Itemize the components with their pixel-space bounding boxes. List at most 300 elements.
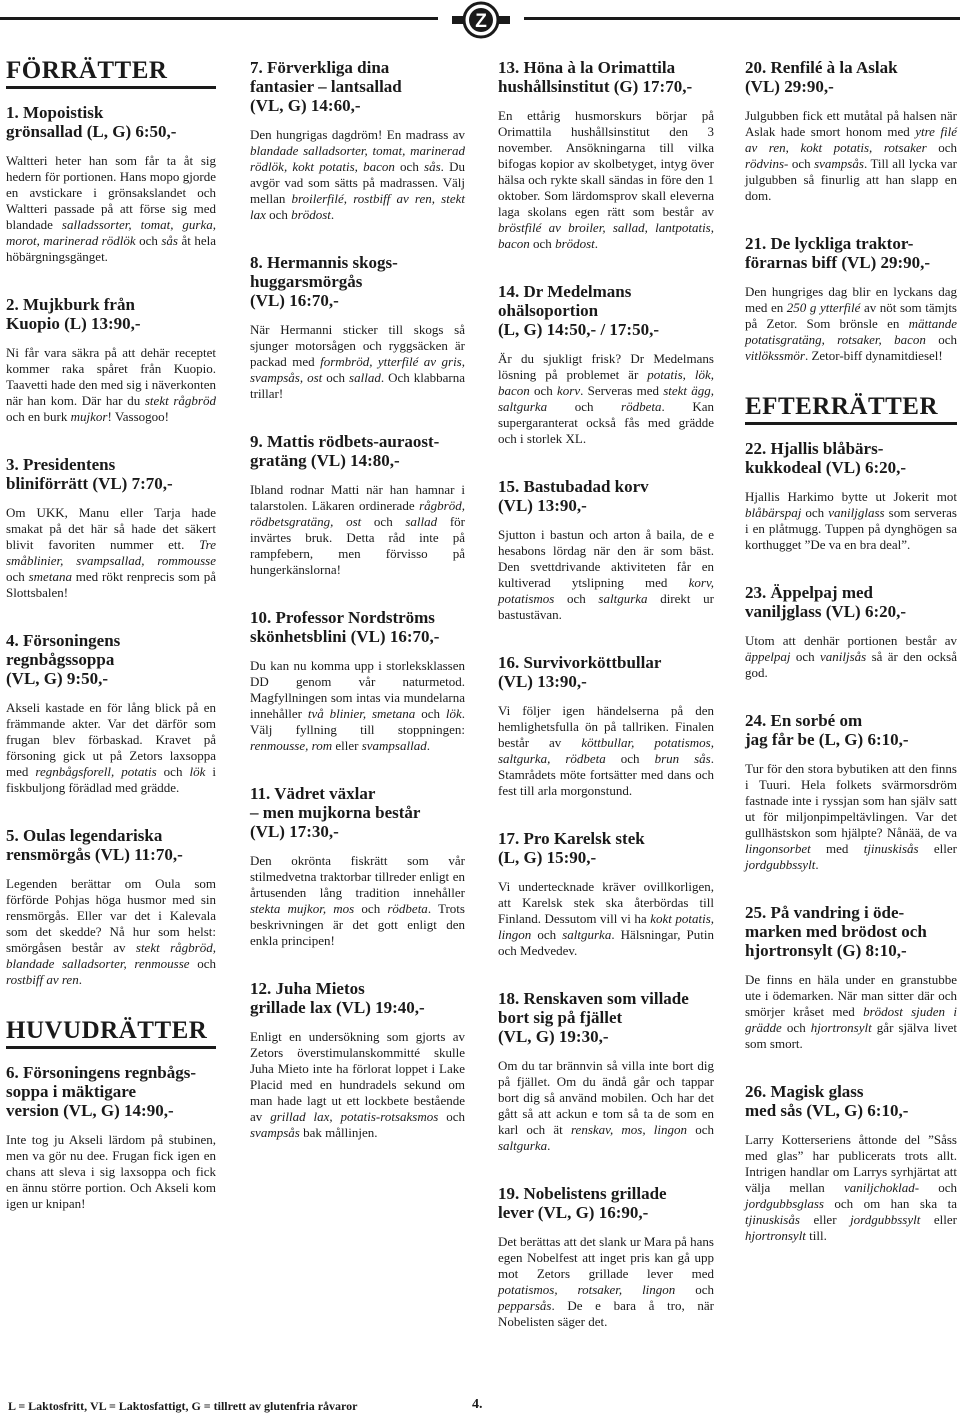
- dish-title-line: 26. Magisk glass: [745, 1082, 864, 1101]
- ingredient-text: blåbärspaj: [745, 505, 802, 520]
- menu-item: [250, 784, 465, 949]
- description-text: och: [781, 1020, 811, 1035]
- menu-column-1: [6, 58, 216, 1242]
- dish-title-line: grillade lax (VL) 19:40,-: [250, 998, 425, 1017]
- dish-title-line: (VL, G) 9:50,-: [6, 669, 108, 688]
- description-text: och: [531, 927, 563, 942]
- dish-title: [6, 455, 216, 493]
- ingredient-text: rödvins-: [745, 156, 789, 171]
- menu-item: [250, 58, 465, 223]
- description-text: och: [547, 399, 622, 414]
- section-heading: HUVUDRÄTTER: [6, 1018, 216, 1049]
- dish-description: [745, 489, 957, 553]
- ingredient-text: saltgurka: [498, 1138, 548, 1153]
- dish-title: [250, 432, 465, 470]
- description-text: .: [426, 738, 430, 753]
- dish-title-line: fantasier – lantsallad: [250, 77, 402, 96]
- dish-title: [498, 282, 714, 339]
- dish-title: [745, 1082, 957, 1120]
- ingredient-text: korv: [557, 383, 581, 398]
- dish-title-line: 16. Survivorköttbullar: [498, 653, 662, 672]
- dish-title-line: (VL) 29:90,-: [745, 77, 834, 96]
- dish-title: [745, 58, 957, 96]
- description-text: och: [322, 370, 350, 385]
- description-text: direkt ur bastustävan.: [498, 591, 714, 622]
- description-text: ! Vassogoo!: [107, 409, 169, 424]
- description-text: . De e bara å tro, när Nobelisten säger det.: [498, 1298, 714, 1329]
- ingredient-text: mättande potatisgratäng, rotsaker, bacon: [745, 316, 957, 347]
- dish-title-line: Kuopio (L) 13:90,-: [6, 314, 141, 333]
- dish-description: [498, 527, 714, 623]
- menu-item: [498, 1184, 714, 1330]
- menu-item: [745, 711, 957, 873]
- ingredient-text: regnbågsforell, potatis: [35, 764, 157, 779]
- dish-title: [250, 784, 465, 841]
- ingredient-text: 250 g ytterfilé: [786, 300, 861, 315]
- ingredient-text: svampsallad: [361, 738, 427, 753]
- dish-title-line: (VL) 13:90,-: [498, 672, 587, 691]
- description-text: för invärtes bruk. Detta råd inte på rampfebern, men förvisso på hungerkänslorna!: [250, 514, 465, 577]
- description-text: och: [788, 156, 815, 171]
- dish-title-line: (L, G) 15:90,-: [498, 848, 597, 867]
- dish-title-line: förarnas biff (VL) 29:90,-: [745, 253, 931, 272]
- dish-title-line: rensmörgås (VL) 11:70,-: [6, 845, 183, 864]
- description-text: Akseli kastade en för lång blick på en främmande akter. Var det därför som frugan blev förbaskad. Kravet på försoning gick ut på Zetors laxsoppa med: [6, 700, 216, 779]
- ingredient-text: korv, potatismos: [498, 575, 714, 606]
- description-text: eller: [918, 841, 957, 856]
- dish-title-line: gratäng (VL) 14:80,-: [250, 451, 400, 470]
- dish-title: [250, 979, 465, 1017]
- ingredient-text: brödost: [555, 236, 595, 251]
- description-text: Inte tog ju Akseli lärdom på stubinen, men va gör nu dee. Frugan fick igen en chans att sleva i sig laxsoppa och fick en ännu större portion. Och Akseli kom igen ur knipan!: [6, 1132, 216, 1211]
- ingredient-text: brun sås: [654, 751, 711, 766]
- dish-title-line: 4. Försoningens: [6, 631, 121, 650]
- description-text: Om du tar brännvin så villa inte bort dig på fjället. Om du ändå går och tappar bort dig så använd mobilen. Och har det gått så att ackun e tom så ta de som en karl och ät: [498, 1058, 714, 1137]
- ingredient-text: broilerfilé, rostbiff av ren, stekt lax: [250, 191, 465, 222]
- dish-description: [498, 879, 714, 959]
- dish-title: [745, 711, 957, 749]
- ingredient-text: sås: [424, 159, 441, 174]
- dish-title: [6, 631, 216, 688]
- menu-column-4: [745, 58, 957, 1274]
- description-text: och: [605, 751, 655, 766]
- menu-column-2: [250, 58, 465, 1171]
- ingredient-text: sallad: [349, 370, 381, 385]
- description-text: .: [330, 207, 335, 222]
- description-text: De finns en häla under en granstubbe ute i ödemarken. När man sitter där och smörjer kråset med: [745, 972, 957, 1019]
- ingredient-text: svampsås: [250, 1125, 300, 1140]
- dish-title-line: kukkodeal (VL) 6:20,-: [745, 458, 907, 477]
- menu-item: [745, 583, 957, 681]
- section-heading: EFTERRÄTTER: [745, 394, 957, 425]
- ingredient-text: rödbeta: [387, 901, 428, 916]
- description-text: och: [529, 236, 556, 251]
- description-text: och: [554, 591, 599, 606]
- menu-item: [745, 903, 957, 1052]
- ingredient-text: ytre filé av ren, kokt potatis, rotsaker: [745, 124, 957, 155]
- menu-item: [498, 829, 714, 959]
- ingredient-text: mujkor: [70, 409, 108, 424]
- ingredient-text: stekt rågbröd: [144, 393, 216, 408]
- menu-item: [6, 1063, 216, 1212]
- dish-title-line: 6. Försoningens regnbågs-: [6, 1063, 197, 1082]
- ingredient-text: stekt rågbröd, blandade salladsorter, renmousse: [6, 940, 216, 971]
- dish-description: [250, 482, 465, 578]
- ingredient-text: hjortronsylt: [810, 1020, 872, 1035]
- ingredient-text: pepparsås: [498, 1298, 552, 1313]
- description-text: En ettårig husmorskurs börjar på Orimattila hushållsinstitut den 3 november. Ansökningarna till vilka bifogas kopior av skolbetyget, intyg över hälsa och rykte skall sändas in före den 1 oktober. Som lärdomsprov skall eleverna laga skolans egen rätt som består av: [498, 108, 714, 219]
- dish-title-line: hushållsinstitut (G) 17:70,-: [498, 77, 693, 96]
- description-text: . Zetor-biff dynamitdiesel!: [804, 348, 943, 363]
- ingredient-text: smetana: [28, 569, 72, 584]
- dish-title-line: med sås (VL, G) 6:10,-: [745, 1101, 909, 1120]
- menu-item: [6, 826, 216, 988]
- dish-description: [498, 1234, 714, 1330]
- dish-title: [498, 653, 714, 691]
- ingredient-text: brödost sjuden i grädde: [745, 1004, 957, 1035]
- dish-title: [745, 583, 957, 621]
- dish-title-line: (VL, G) 14:60,-: [250, 96, 361, 115]
- description-text: Sjutton i bastun och arton å baila, de e hesabons lördag när den är som bäst. Den svettdrivande aktiviteten får en kultiverad ytslipning med: [498, 527, 714, 590]
- description-text: Den hungriges dag blir en lyckans dag med en: [745, 284, 957, 315]
- menu-item: [6, 103, 216, 265]
- menu-item: [498, 653, 714, 799]
- dish-title-line: 18. Renskaven som villade: [498, 989, 689, 1008]
- dish-title-line: 3. Presidentens: [6, 455, 116, 474]
- description-text: till.: [805, 1228, 827, 1243]
- menu-item: [745, 234, 957, 364]
- dish-title-line: lever (VL, G) 16:90,-: [498, 1203, 649, 1222]
- dish-description: [6, 1132, 216, 1212]
- ingredient-text: blandade salladsorter, tomat, marinerad rödlök, kokt potatis, bacon: [250, 143, 465, 174]
- dish-description: [250, 322, 465, 402]
- dish-title-line: hjortronsylt (G) 8:10,-: [745, 941, 907, 960]
- ingredient-text: svampsås: [814, 156, 864, 171]
- dish-description: [498, 1058, 714, 1154]
- dish-description: [6, 153, 216, 265]
- ingredient-text: grillad lax, potatis-rotsaksmos: [270, 1109, 439, 1124]
- dish-title-line: 22. Hjallis blåbärs-: [745, 439, 884, 458]
- dish-title-line: 13. Höna à la Orimattila: [498, 58, 676, 77]
- description-text: och: [529, 383, 558, 398]
- description-text: . Till all lycka var julgubben så finurlig att han slapp en dom.: [745, 156, 957, 203]
- ingredient-text: vaniljchoklad-: [843, 1180, 920, 1195]
- description-text: . Trots beskrivningen är det gott enligt den enkla principen!: [250, 901, 465, 948]
- description-text: . Stamrådets möte fortsätter med dans och fest till arla morgonstund.: [498, 751, 714, 798]
- dish-title: [745, 439, 957, 477]
- description-text: i fiskbuljong förädlad med grädde.: [6, 764, 216, 795]
- description-text: och: [6, 569, 29, 584]
- description-text: .: [594, 236, 599, 251]
- description-text: Är du sjukligt frisk? Dr Medelmans lösning på problemet är: [498, 351, 714, 382]
- dish-title-line: 10. Professor Nordströms: [250, 608, 435, 627]
- description-text: och: [790, 649, 820, 664]
- description-text: och: [801, 505, 829, 520]
- description-text: och: [156, 764, 190, 779]
- ingredient-text: äppelpaj: [745, 649, 791, 664]
- ingredient-text: stekt ägg, saltgurka: [498, 383, 715, 414]
- dish-title-line: marken med brödost och: [745, 922, 927, 941]
- description-text: Du kan nu komma upp i storleksklassen DD genom vår naturmetod. Magfyllningen som intas via mundelarna innehåller: [250, 658, 465, 721]
- dish-description: [745, 633, 957, 681]
- dish-title-line: soppa i mäktigare: [6, 1082, 137, 1101]
- ingredient-text: salladssorter, tomat, gurka, morot, marinerad rödlök: [6, 217, 217, 248]
- dish-title: [6, 826, 216, 864]
- ingredient-text: köttbullar, potatismos, saltgurka, rödbeta: [498, 735, 714, 766]
- ingredient-text: tjinuskisås: [745, 1212, 800, 1227]
- description-text: eller: [799, 1212, 851, 1227]
- description-text: av nöt som tämjts på Zetor. Som brönsle en: [745, 300, 957, 331]
- dish-description: [250, 853, 465, 949]
- dish-description: [745, 761, 957, 873]
- dish-description: [745, 284, 957, 364]
- description-text: .: [78, 972, 82, 987]
- dish-title: [498, 989, 714, 1046]
- dish-title: [498, 477, 714, 515]
- dish-description: [498, 703, 714, 799]
- top-rule-left: [0, 17, 438, 20]
- dish-description: [745, 972, 957, 1052]
- dish-title-line: 19. Nobelistens grillade: [498, 1184, 667, 1203]
- description-text: och: [438, 1109, 465, 1124]
- dish-title-line: bort sig på fjället: [498, 1008, 623, 1027]
- dish-title: [250, 58, 465, 115]
- description-text: Ni får vara säkra på att dehär receptet kommer raka spåret från Kuopio. Taavetti hade den med sig i näverkonten när han kom. Där har du: [6, 345, 216, 408]
- dish-title-line: 12. Juha Mietos: [250, 979, 365, 998]
- description-text: som serveras i en plåtmugg. Tuppen på dynghögen sa korthugget ”De va en bra deal”.: [745, 505, 957, 552]
- dish-title: [745, 234, 957, 272]
- description-text: och: [926, 140, 957, 155]
- svg-text:Z: Z: [475, 11, 487, 32]
- zetor-logo-icon: [450, 0, 512, 40]
- dish-description: [6, 505, 216, 601]
- description-text: Vi följer igen händelserna på den hemlighetsfulla ön på tallriken. Finalen består av: [498, 703, 714, 750]
- dish-title-line: 8. Hermannis skogs-: [250, 253, 398, 272]
- description-text: Legenden berättar om Oula som förförde Pohjas höga husmor med sin rensmörgås. Eller var det i Kalevala som det skedde? Nå hur som helst: smörgåsen består av: [6, 876, 216, 955]
- description-text: och: [675, 1282, 714, 1297]
- dish-title: [250, 253, 465, 310]
- menu-item: [250, 608, 465, 754]
- dish-description: [498, 108, 714, 252]
- dish-title-line: (VL, G) 19:30,-: [498, 1027, 609, 1046]
- description-text: Julgubben fick ett mutåtal på halsen när Aslak hade smort honom med: [745, 108, 957, 139]
- description-text: och: [354, 901, 388, 916]
- ingredient-text: sås: [161, 233, 178, 248]
- description-text: Hjallis Harkimo bytte ut Jokerit mot: [745, 489, 957, 504]
- dish-title-line: (VL) 16:70,-: [250, 291, 339, 310]
- ingredient-text: vaniljglass: [828, 505, 885, 520]
- dish-title: [250, 608, 465, 646]
- ingredient-text: potatismos, rotsaker, lingon: [498, 1282, 676, 1297]
- ingredient-text: kokt potatis, lingon: [498, 911, 714, 942]
- ingredient-text: lingonsorbet: [745, 841, 811, 856]
- dish-description: [250, 658, 465, 754]
- description-text: Vi undertecknade kräver ovillkorligen, att Karelsk stek ska återbördas till Finland. Dessutom vill vi ha: [498, 879, 714, 926]
- page-number: 4.: [472, 1397, 483, 1412]
- description-text: När Hermanni sticker till skogs så sjunger motorsågen och ryggsäcken är packad med: [250, 322, 465, 369]
- description-text: och: [189, 956, 216, 971]
- description-text: och: [919, 1180, 957, 1195]
- dish-title-line: vaniljglass (VL) 6:20,-: [745, 602, 907, 621]
- description-text: Den hungrigas dagdröm! En madrass av: [250, 127, 465, 142]
- ingredient-text: rågbröd, rödbetsgratäng, ost: [250, 498, 465, 529]
- description-text: . Och klabbarna trillar!: [250, 370, 465, 401]
- ingredient-text: jordgubbssylt: [745, 857, 816, 872]
- menu-item: [250, 432, 465, 578]
- description-text: Larry Kotterseriens åttonde del ”Såss med glas” har publicerats trots allt. Intrigen handlar om Larrys syrhjärtat att välja mellan: [745, 1132, 957, 1195]
- description-text: bak mållinjen.: [299, 1125, 378, 1140]
- description-text: eller: [920, 1212, 957, 1227]
- ingredient-text: renmousse, rom: [250, 738, 333, 753]
- description-text: går själva livet som smort.: [745, 1020, 957, 1051]
- ingredient-text: renskav, mos, lingon: [570, 1122, 688, 1137]
- dish-title-line: (L, G) 14:50,- / 17:50,-: [498, 320, 660, 339]
- menu-item: [498, 58, 714, 252]
- dish-description: [745, 108, 957, 204]
- description-text: Waltteri heter han som får ta åt sig hedern för portionen. Hans mopo gjorde en avstickare i grönsakslandet och Waltteri passade på att förse sig med blandade: [6, 153, 216, 232]
- dish-title-line: huggarsmörgås: [250, 272, 363, 291]
- dish-title-line: 15. Bastubadad korv: [498, 477, 649, 496]
- dish-title: [498, 58, 714, 96]
- menu-item: [250, 979, 465, 1141]
- dish-title-line: bliniförrätt (VL) 7:70,-: [6, 474, 173, 493]
- dish-title-line: 5. Oulas legendariska: [6, 826, 163, 845]
- dish-title-line: jag får be (L, G) 6:10,-: [745, 730, 909, 749]
- description-text: och om han ska ta: [823, 1196, 957, 1211]
- description-text: . Du avgör vad som sätts på madrassen. Välj mellan: [250, 159, 465, 206]
- dish-title-line: 2. Mujkburk från: [6, 295, 135, 314]
- description-text: åt hela höbärgningsgänget.: [6, 233, 216, 264]
- ingredient-text: lök: [189, 764, 206, 779]
- menu-item: [745, 58, 957, 204]
- ingredient-text: saltgurka: [562, 927, 612, 942]
- description-text: eller: [332, 738, 362, 753]
- description-text: och: [265, 207, 292, 222]
- dish-title-line: 7. Förverkliga dina: [250, 58, 390, 77]
- description-text: . Välj fyllning till stoppningen:: [250, 706, 465, 737]
- description-text: så är den också god.: [745, 649, 957, 680]
- ingredient-text: två blinier, smetana: [307, 706, 416, 721]
- dish-title-line: version (VL, G) 14:90,-: [6, 1101, 174, 1120]
- menu-item: [6, 295, 216, 425]
- dish-title-line: skönhetsblini (VL) 16:70,-: [250, 627, 440, 646]
- description-text: Den okrönta fiskrätt som vår stilmedvetna traktorbar tillreder enligt en årtusenden lång tradition innehåller: [250, 853, 465, 900]
- menu-column-3: [498, 58, 714, 1360]
- dish-title: [498, 829, 714, 867]
- dish-description: [250, 127, 465, 223]
- dish-description: [6, 345, 216, 425]
- dish-title-line: 1. Mopoistisk: [6, 103, 104, 122]
- dish-title-line: 24. En sorbé om: [745, 711, 863, 730]
- description-text: .: [547, 1138, 551, 1153]
- description-text: och: [135, 233, 162, 248]
- description-text: Tur för den stora bybutiken att den finns i Tuuri. Hela folkets svärmorsdröm fastnade inte i ryssjan som han själv satt ut för miljonpimpeltävlingen. Var det gullhästskon som hjälpte? Nånää, de va: [745, 761, 957, 840]
- ingredient-text: rödbeta: [621, 399, 662, 414]
- description-text: . Hälsningar, Putin och Medvedev.: [498, 927, 714, 958]
- description-text: Utom att denhär portionen består av: [745, 633, 957, 648]
- description-text: . Serveras med: [580, 383, 664, 398]
- ingredient-text: rostbiff av ren: [6, 972, 79, 987]
- menu-item: [745, 439, 957, 553]
- ingredient-text: Tre småblinier, svampsallad, rommousse: [6, 537, 216, 568]
- description-text: med rökt renprecis som på Slottsbalen!: [6, 569, 216, 600]
- menu-item: [250, 253, 465, 402]
- dish-title-line: 25. På vandring i öde-: [745, 903, 905, 922]
- description-text: Om UKK, Manu eller Tarja hade smakat på det här så hade det säkert blivit favoriten nummer ett.: [6, 505, 216, 552]
- ingredient-text: hjortronsylt: [745, 1228, 806, 1243]
- dish-description: [745, 1132, 957, 1244]
- dish-title-line: 9. Mattis rödbets-auraost-: [250, 432, 440, 451]
- ingredient-text: brödost: [291, 207, 331, 222]
- ingredient-text: jordgubbsglass: [745, 1196, 824, 1211]
- dish-title-line: (VL) 17:30,-: [250, 822, 339, 841]
- ingredient-text: formbröd, ytterfilé av gris, svampsås, ost: [250, 354, 465, 385]
- dish-title: [498, 1184, 714, 1222]
- menu-item: [745, 1082, 957, 1244]
- menu-item: [498, 477, 714, 623]
- menu-item: [498, 282, 714, 447]
- ingredient-text: saltgurka: [598, 591, 648, 606]
- description-text: Det berättas att det slank ur Mara på hans egen Nobelfest att inget pris kan gå upp mot Zetors grillade lever med: [498, 1234, 714, 1281]
- description-text: . Kan supergaranterat också fås med grädde och i storlek XL.: [498, 399, 714, 446]
- description-text: .: [815, 857, 819, 872]
- dish-description: [498, 351, 714, 447]
- dish-title: [745, 903, 957, 960]
- dish-title-line: ohälsoportion: [498, 301, 599, 320]
- allergen-legend: L = Laktosfritt, VL = Laktosfattigt, G = tillrett av glutenfria råvaror: [8, 1399, 358, 1413]
- description-text: och: [925, 332, 957, 347]
- dish-title-line: 14. Dr Medelmans: [498, 282, 632, 301]
- dish-description: [6, 700, 216, 796]
- description-text: och: [687, 1122, 714, 1137]
- description-text: med: [810, 841, 864, 856]
- ingredient-text: lök: [445, 706, 462, 721]
- ingredient-text: sallad: [405, 514, 438, 529]
- ingredient-text: vaniljsås: [820, 649, 867, 664]
- description-text: Ibland rodnar Matti när han hamnar i talarstolen. Läkaren ordinerade: [250, 482, 465, 513]
- dish-title-line: 23. Äppelpaj med: [745, 583, 873, 602]
- menu-item: [6, 455, 216, 601]
- top-rule-right: [524, 17, 960, 20]
- menu-item: [6, 631, 216, 796]
- dish-title-line: 20. Renfilé à la Aslak: [745, 58, 898, 77]
- ingredient-text: bröstfilé av broiler, sallad, lantpotatis, bacon: [498, 220, 714, 251]
- dish-title-line: 21. De lyckliga traktor-: [745, 234, 914, 253]
- ingredient-text: jordgubbssylt: [850, 1212, 921, 1227]
- ingredient-text: stekta mujkor, mos: [250, 901, 355, 916]
- dish-title-line: 11. Vädret växlar: [250, 784, 376, 803]
- description-text: och en burk: [6, 409, 71, 424]
- section-heading: FÖRRÄTTER: [6, 58, 216, 89]
- dish-title-line: grönsallad (L, G) 6:50,-: [6, 122, 177, 141]
- description-text: och: [394, 159, 425, 174]
- dish-title-line: (VL) 13:90,-: [498, 496, 587, 515]
- dish-description: [250, 1029, 465, 1141]
- description-text: Enligt en undersökning som gjorts av Zetors överstimulanskommitté skulle Juha Mieto inte ha förlorat loppet i Lake Placid med en hundradels sekund om man hade lagt ut ett lockbete bestående av: [250, 1029, 465, 1124]
- menu-item: [498, 989, 714, 1154]
- dish-title-line: regnbågssoppa: [6, 650, 115, 669]
- dish-title-line: – men mujkorna består: [250, 803, 421, 822]
- ingredient-text: tjinuskisås: [863, 841, 919, 856]
- description-text: och: [415, 706, 446, 721]
- dish-title: [6, 103, 216, 141]
- dish-title: [6, 295, 216, 333]
- ingredient-text: vitlökssmör: [745, 348, 805, 363]
- dish-title: [6, 1063, 216, 1120]
- description-text: och: [361, 514, 406, 529]
- dish-title-line: 17. Pro Karelsk stek: [498, 829, 645, 848]
- dish-description: [6, 876, 216, 988]
